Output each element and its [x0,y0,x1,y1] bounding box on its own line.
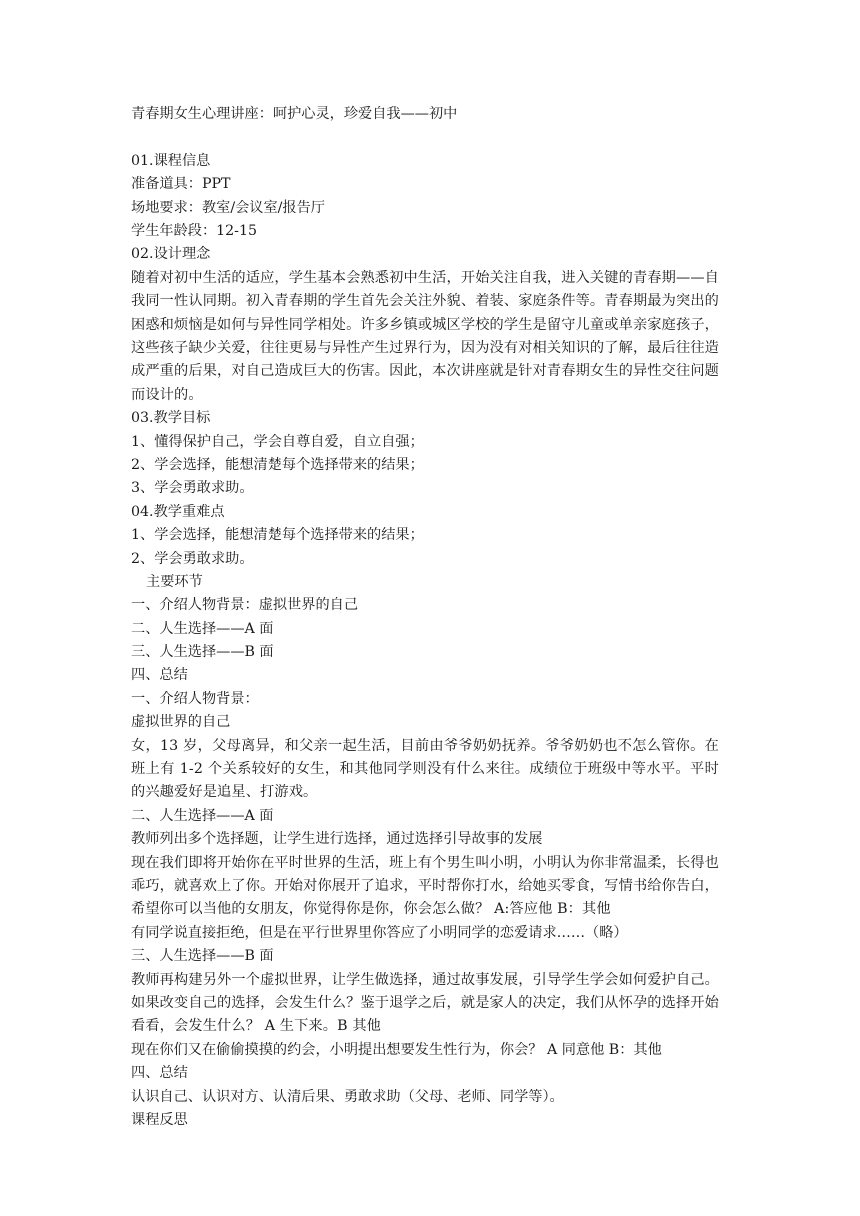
session-item: 一、介绍人物背景：虚拟世界的自己 [131,597,359,614]
key-point-item: 1、学会选择，能想清楚每个选择带来的结果； [131,527,424,544]
goal-item: 2、学会选择，能想清楚每个选择带来的结果； [131,456,424,473]
course-venue: 场地要求：教室/会议室/报告厅 [131,199,325,216]
choice-b-paragraph: 教师再构建另外一个虚拟世界，让学生做选择，通过故事发展，引导学生学会如何爱护自己。如果改变自己的选择，会发生什么？鉴于退学之后，就是家人的决定，我们从怀孕的选择开始看看，会发生什么？ A 生下来。B 其他 [131,971,719,1035]
session-item: 三、人生选择——B 面 [131,644,274,661]
choice-a-paragraph: 现在我们即将开始你在平时世界的生活，班上有个男生叫小明，小明认为你非常温柔，长得也乖巧，就喜欢上了你。开始对你展开了追求，平时帮你打水，给她买零食，写情书给你告白，希望你可以当他的女朋友，你觉得你是你，你会怎么做？ A:答应他 B：其他 [131,854,719,918]
choice-b-question: 现在你们又在偷偷摸摸的约会，小明提出想要发生性行为，你会？ A 同意他 B：其他 [131,1041,662,1058]
design-concept-paragraph: 随着对初中生活的适应，学生基本会熟悉初中生活，开始关注自我，进入关键的青春期——自我同一性认同期。初入青春期的学生首先会关注外貌、着装、家庭条件等。青春期最为突出的困惑和烦恼是如何与异性同学相处。许多乡镇或城区学校的学生是留守儿童或单亲家庭孩子，这些孩子缺少关爱，往往更易与异性产生过界行为，因为没有对相关知识的了解，最后往往造成严重的后果，对自己造成巨大的伤害。因此，本次讲座就是针对青春期女生的异性交往问题而设计的。 [131,269,719,403]
section-01-heading: 01.课程信息 [131,152,211,169]
character-background-paragraph: 女，13 岁，父母离异，和父亲一起生活，目前由爷爷奶奶抚养。爷爷奶奶也不怎么管你。在班上有 1-2 个关系较好的女生，和其他同学则没有什么来往。成绩位于班级中等水平。平时的兴趣爱好是追星、打游戏。 [131,737,719,801]
course-props: 准备道具：PPT [131,176,231,193]
goal-item: 3、学会勇敢求助。 [131,480,254,497]
part-3-heading: 三、人生选择——B 面 [131,948,274,965]
part-2-intro: 教师列出多个选择题，让学生进行选择，通过选择引导故事的发展 [131,831,543,848]
document-title: 青春期女生心理讲座：呵护心灵，珍爱自我——初中 [131,106,458,122]
main-sessions-heading: 主要环节 [146,573,203,590]
session-item: 二、人生选择——A 面 [131,620,274,637]
section-02-heading: 02.设计理念 [131,246,211,263]
course-age: 学生年龄段：12-15 [131,222,258,239]
section-03-heading: 03.教学目标 [131,410,211,427]
section-04-heading: 04.教学重难点 [131,503,225,520]
part-2-heading: 二、人生选择——A 面 [131,807,274,824]
summary-text: 认识自己、认识对方、认清后果、勇敢求助（父母、老师、同学等）。 [131,1088,564,1105]
key-point-item: 2、学会勇敢求助。 [131,550,254,567]
session-item: 四、总结 [131,667,188,684]
document-body [131,103,731,1132]
goal-item: 1、懂得保护自己，学会自尊自爱，自立自强； [131,433,424,450]
choice-a-note: 有同学说直接拒绝，但是在平行世界里你答应了小明同学的恋爱请求……（略） [131,924,628,941]
course-reflection-heading: 课程反思 [131,1112,188,1129]
part-1-heading: 一、介绍人物背景： [131,690,259,707]
part-4-heading: 四、总结 [131,1065,188,1082]
part-1-subheading: 虚拟世界的自己 [131,714,231,731]
